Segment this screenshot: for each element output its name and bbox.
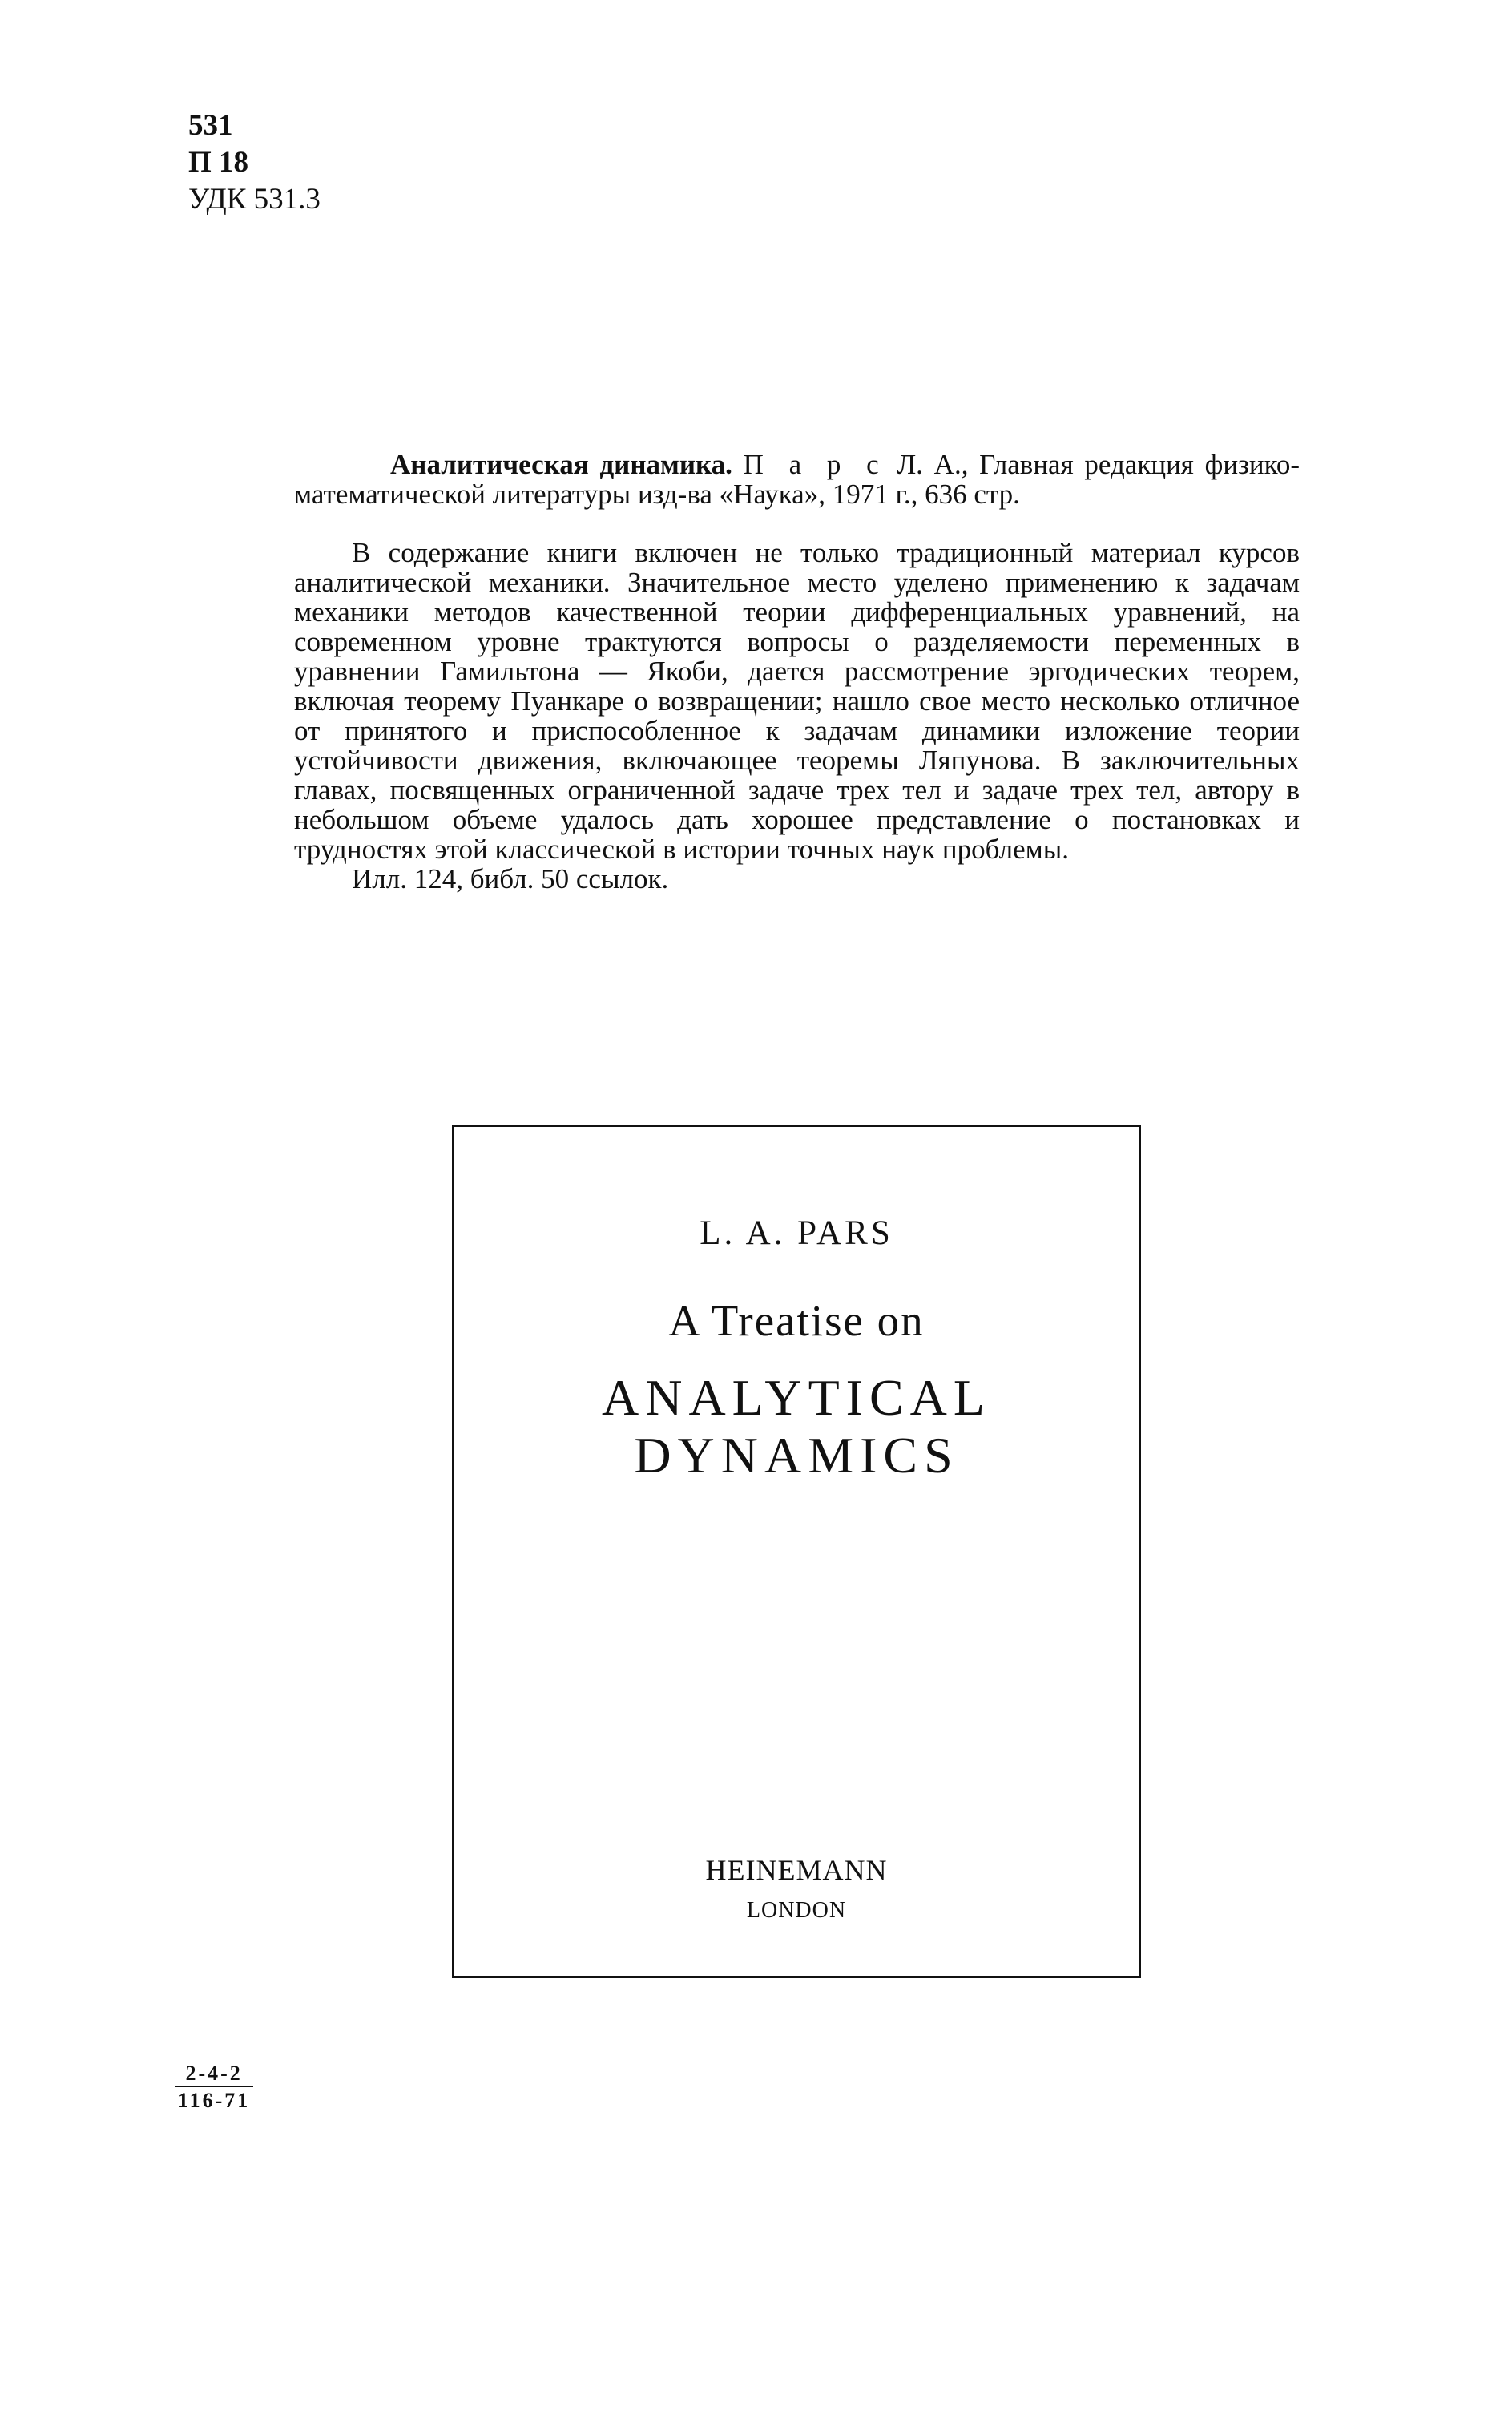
illustrations-note: Илл. 124, библ. 50 ссылок. bbox=[352, 863, 669, 895]
edition-code bbox=[175, 2062, 253, 2113]
book-title-ru: Аналитическая динамика. bbox=[390, 449, 732, 480]
bibliographic-citation bbox=[294, 450, 1300, 509]
edition-code-denominator: 116-71 bbox=[175, 2086, 253, 2113]
bbk-code: 531 bbox=[188, 109, 233, 142]
original-publisher: HEINEMANN bbox=[705, 1854, 888, 1886]
original-author: L. A. PARS bbox=[700, 1214, 893, 1252]
original-subtitle: A Treatise on bbox=[668, 1296, 925, 1345]
author-name-ru: П а р с bbox=[743, 449, 886, 480]
original-title-line2: DYNAMICS bbox=[634, 1427, 959, 1484]
original-title-line1: ANALYTICAL bbox=[602, 1369, 991, 1426]
edition-code-numerator: 2-4-2 bbox=[185, 2062, 243, 2085]
original-city: LONDON bbox=[746, 1898, 847, 1923]
book-summary: В содержание книги включен не только традиционный материал курсов аналитической механики. Значительное место уделено применению к задачам механики методов качественной теории дифференциальных уравнений, на современном уровне трактуются вопросы о разделяемости переменных в уравнении Гамильтона — Якоби, дается рассмотрение эргодических теорем, включая теорему Пуанкаре о возвращении; нашло свое место несколько отличное от принятого и приспособленное к задачам динамики изложение теории устойчивости движения, включающее теоремы Ляпунова. В заключительных главах, посвященных ограниченной задаче трех тел и задаче трех тел, автору в небольшом объеме удалось дать хорошее представление о постановках и трудностях этой классической в истории точных наук проблемы. bbox=[294, 537, 1300, 865]
original-title bbox=[454, 1369, 1139, 1484]
author-mark: П 18 bbox=[188, 146, 249, 179]
classification-block bbox=[188, 107, 321, 218]
citation-details: Л. А., Главная редакция физико-математической литературы изд-ва «Наука», 1971 г., 636 стр. bbox=[294, 449, 1300, 510]
original-title-page-frame bbox=[452, 1125, 1141, 1978]
abstract-block bbox=[294, 450, 1300, 894]
udc-code: УДК 531.3 bbox=[188, 183, 321, 216]
